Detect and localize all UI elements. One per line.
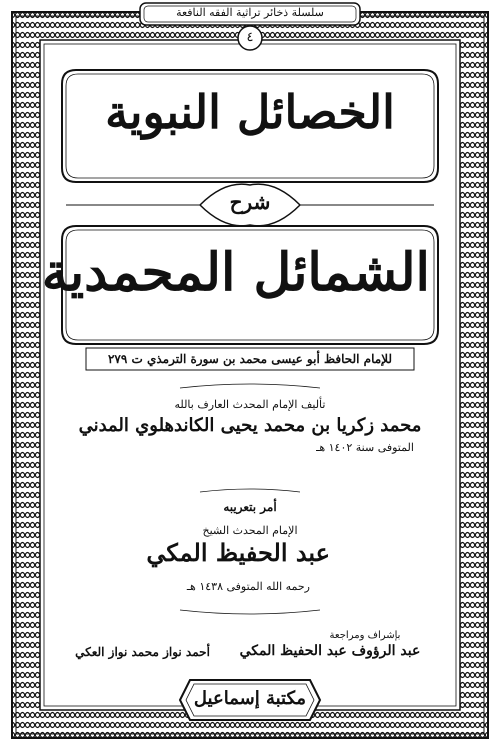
compiler-death-date: المتوفى سنة ١٤٠٢ هـ	[316, 441, 414, 454]
arranged-by-label: أمر بتعريبه	[223, 500, 277, 514]
editor-name: عبد الحفيظ المكي	[146, 538, 330, 567]
supervision-label: بإشراف ومراجعة	[329, 630, 401, 641]
imam-attribution: للإمام الحافظ أبو عيسى محمد بن سورة الترمذي ت ٢٧٩	[107, 352, 393, 366]
volume-number: ٤	[246, 30, 254, 45]
publisher-name: مكتبة إسماعيل	[193, 688, 307, 709]
series-title: سلسلة ذخائر تراثية الفقه النافعة	[176, 6, 324, 19]
compiler-label: تأليف الإمام المحدث العارف بالله	[174, 398, 326, 411]
book-subtitle: الشمائل المحمدية	[41, 242, 430, 303]
contributor-name: أحمد نواز محمد نواز العكي	[75, 645, 210, 659]
compiler-name: محمد زكريا بن محمد يحيى الكاندهلوي المدني	[78, 415, 422, 436]
editor-death-date: رحمه الله المتوفى ١٤٣٨ هـ	[186, 580, 310, 593]
editor-label: الإمام المحدث الشيخ	[202, 524, 298, 537]
supervisor-name: عبد الرؤوف عبد الحفيظ المكي	[239, 643, 421, 659]
book-title: الخصائل النبوية	[105, 85, 395, 139]
sharh-label: شرح	[229, 190, 271, 214]
